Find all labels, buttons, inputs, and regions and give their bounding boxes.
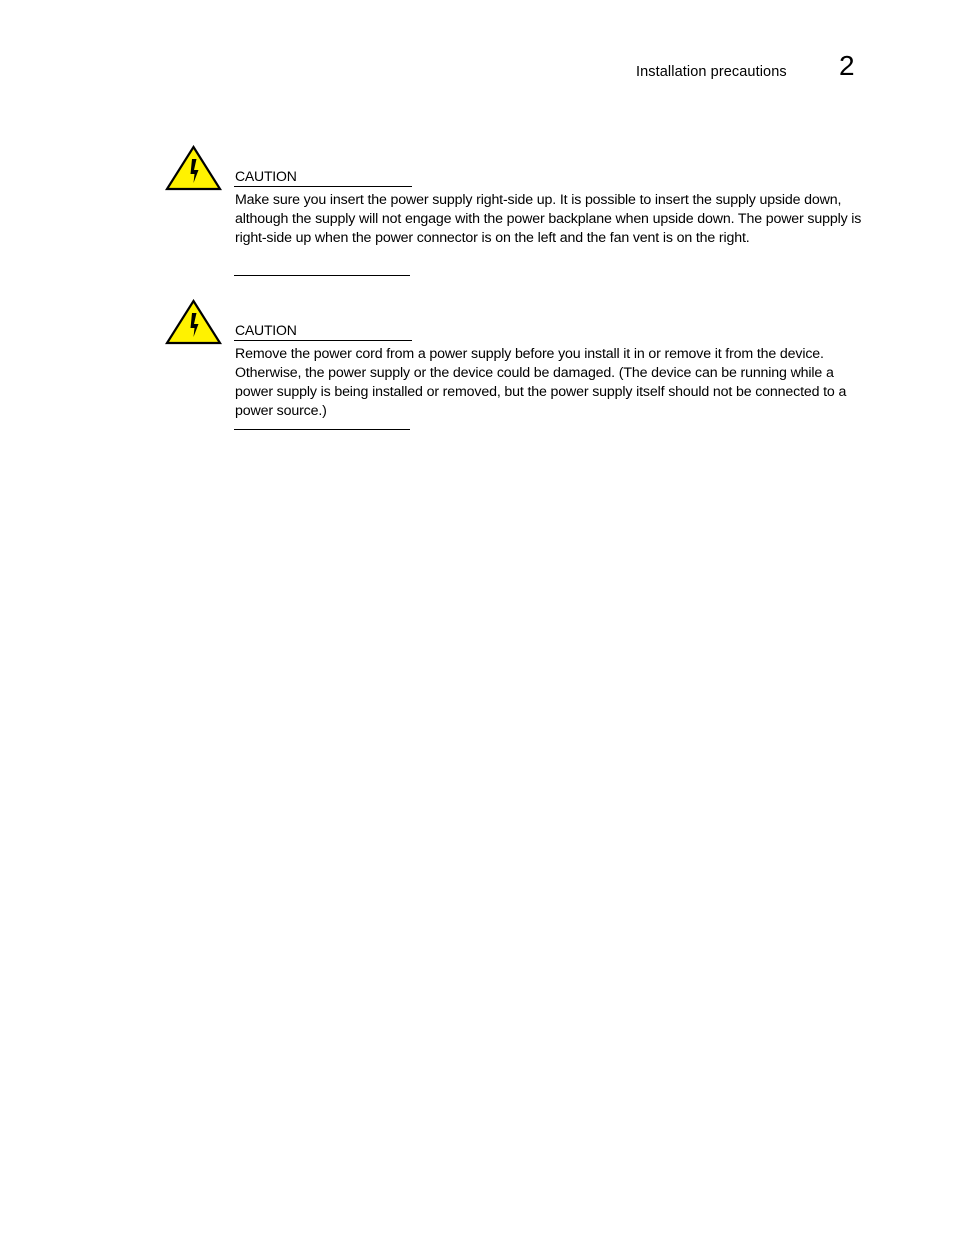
caution-rule-top (234, 186, 412, 187)
section-title: Installation precautions (636, 64, 787, 80)
caution-rule-bottom (234, 429, 410, 430)
caution-rule-top (234, 340, 412, 341)
chapter-number: 2 (839, 50, 855, 81)
electrical-hazard-icon (165, 299, 222, 345)
electrical-hazard-icon (165, 145, 222, 191)
caution-label: CAUTION (235, 168, 297, 184)
caution-text: Remove the power cord from a power supply before you install it in or remove it from the device. Otherwise, the power supply or the device could be damaged. (The device can be running while a power supply is being installed or removed, but the power supply itself should not be connected to a power source.) (235, 346, 847, 419)
caution-rule-bottom (234, 275, 410, 276)
caution-text: Make sure you insert the power supply right-side up. It is possible to insert the supply upside down, although the supply will not engage with the power backplane when upside down. The power supply is right-side up when the power connector is on the left and the fan vent is on the right. (235, 192, 862, 246)
caution-label: CAUTION (235, 322, 297, 338)
